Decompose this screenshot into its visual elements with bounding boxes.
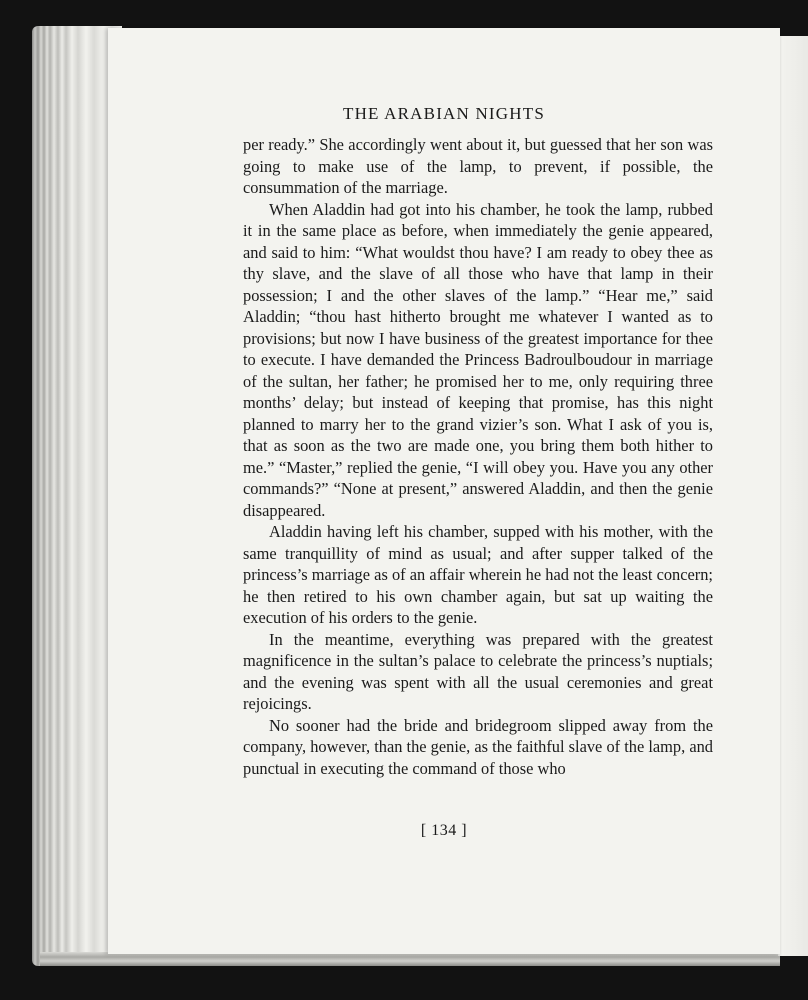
page-number: [ 134 ] xyxy=(420,822,468,839)
paragraph: When Aladdin had got into his chamber, he took the lamp, rubbed it in the same place as before, when immediately the genie appeared, and said to him: “What wouldst thou have? I am ready to obey thee as thy slave, and the slave of all those who have that lamp in their possession; I and the other slaves of the lamp.” “Hear me,” said Aladdin; “thou hast hitherto brought me whatever I wanted as to provisions; but now I have business of the greatest importance for thee to execute. I have demanded the Princess Badroulboudour in marriage of the sultan, her father; he promised her to me, only requiring three months’ delay; but instead of keeping that promise, has this night planned to marry her to the grand vizier’s son. What I ask of you is, that as soon as the two are made one, you bring them both hither to me.” “Master,” replied the genie, “I will obey you. Have you any other commands?” “None at present,” answered Aladdin, and then the genie disappeared. xyxy=(243,199,713,520)
paragraph: No sooner had the bride and bridegroom slipped away from the company, however, than the genie, as the faithful slave of the lamp, and punctual in executing the command of those who xyxy=(243,715,713,778)
facing-page-edge xyxy=(778,36,808,956)
running-head: THE ARABIAN NIGHTS xyxy=(343,104,545,123)
paragraph: Aladdin having left his chamber, supped with his mother, with the same tranquillity of mind as usual; and after supper talked of the princess’s marriage as of an affair wherein he had not the least concern; he then retired to his own chamber again, but sat up waiting the execution of his orders to the genie. xyxy=(243,522,713,627)
book-page xyxy=(108,28,780,954)
page-edges-bottom xyxy=(40,952,780,966)
paragraph: In the meantime, everything was prepared with the greatest magnificence in the sultan’s palace to celebrate the princess’s nuptials; and the evening was spent with all the usual ceremonies and great rejoicings. xyxy=(243,629,713,713)
body-text xyxy=(243,134,713,779)
paragraph: per ready.” She accordingly went about it, but guessed that her son was going to make use of the lamp, to prevent, if possible, the consummation of the marriage. xyxy=(243,135,713,197)
